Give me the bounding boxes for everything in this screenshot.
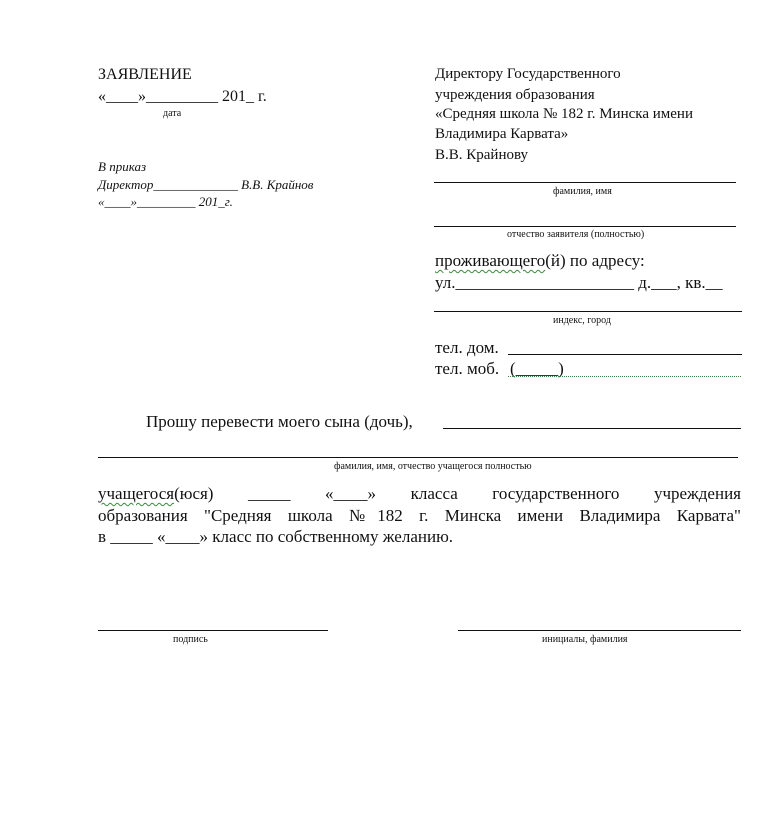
student-paragraph-row-3: в _____ «____» класс по собственному желанию. bbox=[98, 527, 454, 546]
addressee-line-2: учреждения образования bbox=[435, 87, 595, 103]
student-paragraph-row-2: образования "Средняя школа №182 г. Минска имени Владимира Карвата" bbox=[98, 506, 741, 525]
caption-initials: инициалы, фамилия bbox=[542, 634, 628, 645]
student-word: учащегося bbox=[98, 484, 175, 503]
request-line: Прошу перевести моего сына (дочь), bbox=[146, 412, 413, 431]
residing-word: проживающего bbox=[435, 251, 546, 270]
signature-fill-line bbox=[98, 630, 328, 631]
name-fill-line bbox=[434, 182, 736, 183]
addressee-name: В.В. Крайнову bbox=[435, 147, 529, 163]
residing-rest: (й) по адресу: bbox=[545, 251, 645, 270]
student-row1-rest: (юся) _____ «____» класса государственного учреждения bbox=[174, 484, 741, 503]
order-label: В приказ bbox=[98, 159, 147, 174]
date-line: «____»_________ 201_ г. bbox=[98, 88, 267, 105]
student-name-fill-line bbox=[98, 457, 738, 458]
caption-student: фамилия, имя, отчество учащегося полностью bbox=[334, 461, 532, 472]
addressee-line-4: Владимира Карвата» bbox=[435, 126, 569, 142]
director-signature-line: Директор_____________ В.В. Крайнов bbox=[98, 177, 314, 192]
addressee-line-1: Директору Государственного bbox=[435, 66, 621, 82]
phone-mobile-fill-line bbox=[508, 376, 741, 377]
initials-fill-line bbox=[458, 630, 741, 631]
document-title: ЗАЯВЛЕНИЕ bbox=[98, 66, 192, 83]
order-date-line: «____»_________ 201_г. bbox=[98, 194, 233, 209]
phone-home-fill-line bbox=[508, 354, 742, 355]
patronymic-fill-line bbox=[434, 226, 736, 227]
phone-home-label: тел. дом. bbox=[435, 338, 499, 357]
caption-name: фамилия, имя bbox=[553, 186, 612, 197]
street-line: ул._____________________ д.___, кв.__ bbox=[435, 273, 723, 292]
request-fill-line bbox=[443, 428, 741, 429]
caption-signature: подпись bbox=[173, 634, 208, 645]
caption-index: индекс, город bbox=[553, 315, 611, 326]
residing-label bbox=[435, 250, 645, 271]
caption-patronymic: отчество заявителя (полностью) bbox=[507, 229, 645, 240]
date-caption: дата bbox=[163, 108, 182, 119]
phone-mobile-label: тел. моб. bbox=[435, 359, 500, 378]
student-paragraph-row-1 bbox=[98, 483, 741, 504]
phone-mobile-code: (_____) bbox=[510, 359, 564, 378]
index-fill-line bbox=[434, 311, 742, 312]
addressee-line-3: «Средняя школа № 182 г. Минска имени bbox=[435, 106, 693, 122]
